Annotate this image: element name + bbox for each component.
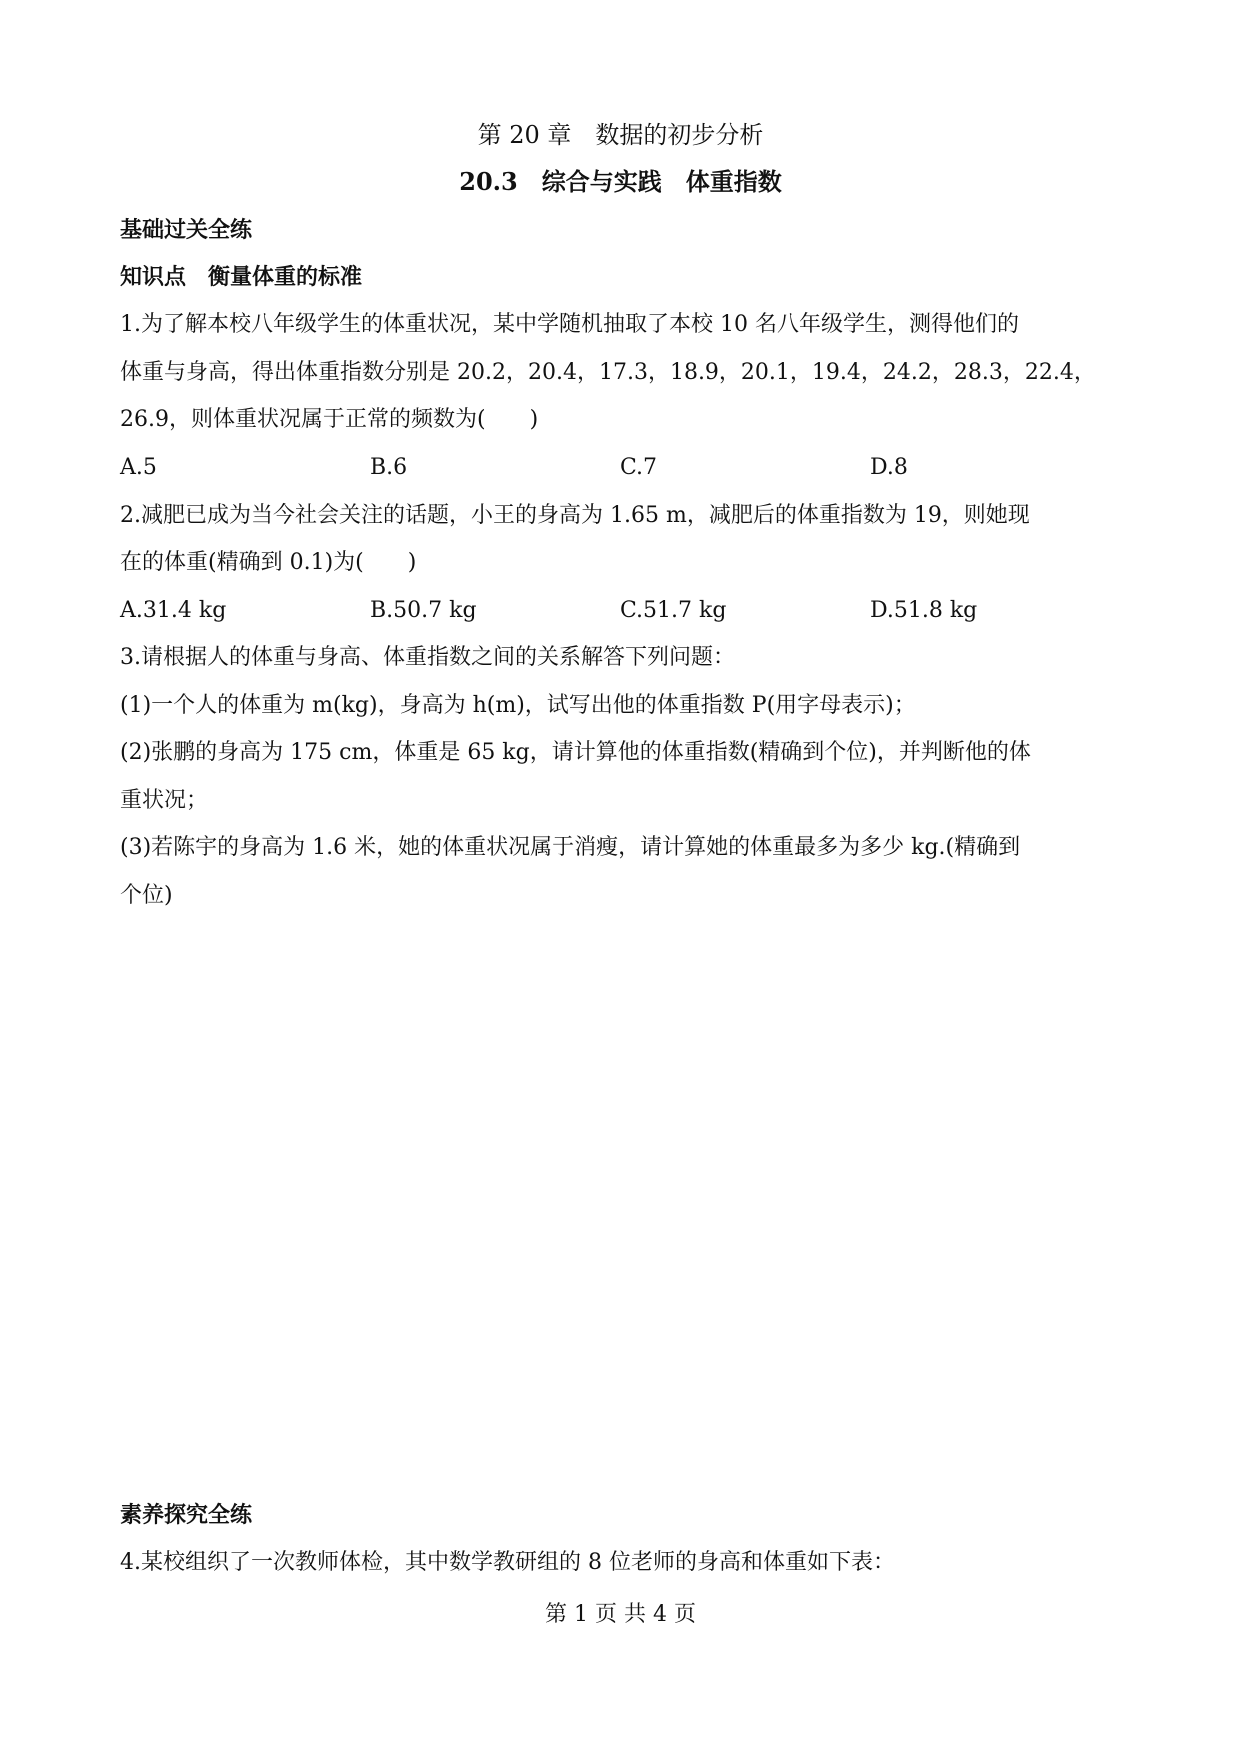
q2-line-2: 在的体重(精确到 0.1)为( ) — [120, 550, 417, 575]
q3-line-2: (1)一个人的体重为 m(kg)，身高为 h(m)，试写出他的体重指数 P(用字母表示)； — [120, 693, 916, 718]
q1-line-3: 26.9，则体重状况属于正常的频数为( ) — [120, 407, 539, 432]
q4-line-1: 4.某校组织了一次教师体检，其中数学教研组的 8 位老师的身高和体重如下表： — [120, 1550, 895, 1575]
q1-option-d: D.8 — [870, 455, 908, 480]
q2-line-1: 2.减肥已成为当今社会关注的话题，小王的身高为 1.65 m，减肥后的体重指数为 19，则她现 — [120, 503, 1030, 528]
q2-option-b: B.50.7 kg — [370, 598, 477, 623]
part1-heading: 基础过关全练 — [120, 217, 253, 243]
q3-line-5: (3)若陈宇的身高为 1.6 米，她的体重状况属于消瘦，请计算她的体重最多为多少 kg.(精确到 — [120, 835, 1021, 860]
q3-line-6: 个位) — [120, 883, 173, 908]
page-footer: 第 1 页 共 4 页 — [545, 1602, 696, 1627]
part2-heading: 素养探究全练 — [120, 1502, 253, 1528]
q3-line-1: 3.请根据人的体重与身高、体重指数之间的关系解答下列问题： — [120, 645, 735, 670]
chapter-title: 第 20 章 数据的初步分析 — [477, 121, 764, 149]
q1-option-c: C.7 — [620, 455, 658, 480]
q1-option-b: B.6 — [370, 455, 408, 480]
q3-line-3: (2)张鹏的身高为 175 cm，体重是 65 kg，请计算他的体重指数(精确到个位)，并判断他的体 — [120, 740, 1031, 765]
q2-option-d: D.51.8 kg — [870, 598, 978, 623]
q3-line-4: 重状况； — [120, 788, 209, 813]
q2-option-a: A.31.4 kg — [120, 598, 227, 623]
q1-line-1: 1.为了解本校八年级学生的体重状况，某中学随机抽取了本校 10 名八年级学生，测得他们的 — [120, 312, 1019, 337]
q1-line-2: 体重与身高，得出体重指数分别是 20.2，20.4，17.3，18.9，20.1，19.4，24.2，28.3，22.4， — [120, 360, 1096, 385]
section-title: 20.3 综合与实践 体重指数 — [459, 167, 782, 196]
q1-option-a: A.5 — [120, 455, 157, 480]
q2-option-c: C.51.7 kg — [620, 598, 727, 623]
topic-heading: 知识点 衡量体重的标准 — [120, 264, 363, 290]
